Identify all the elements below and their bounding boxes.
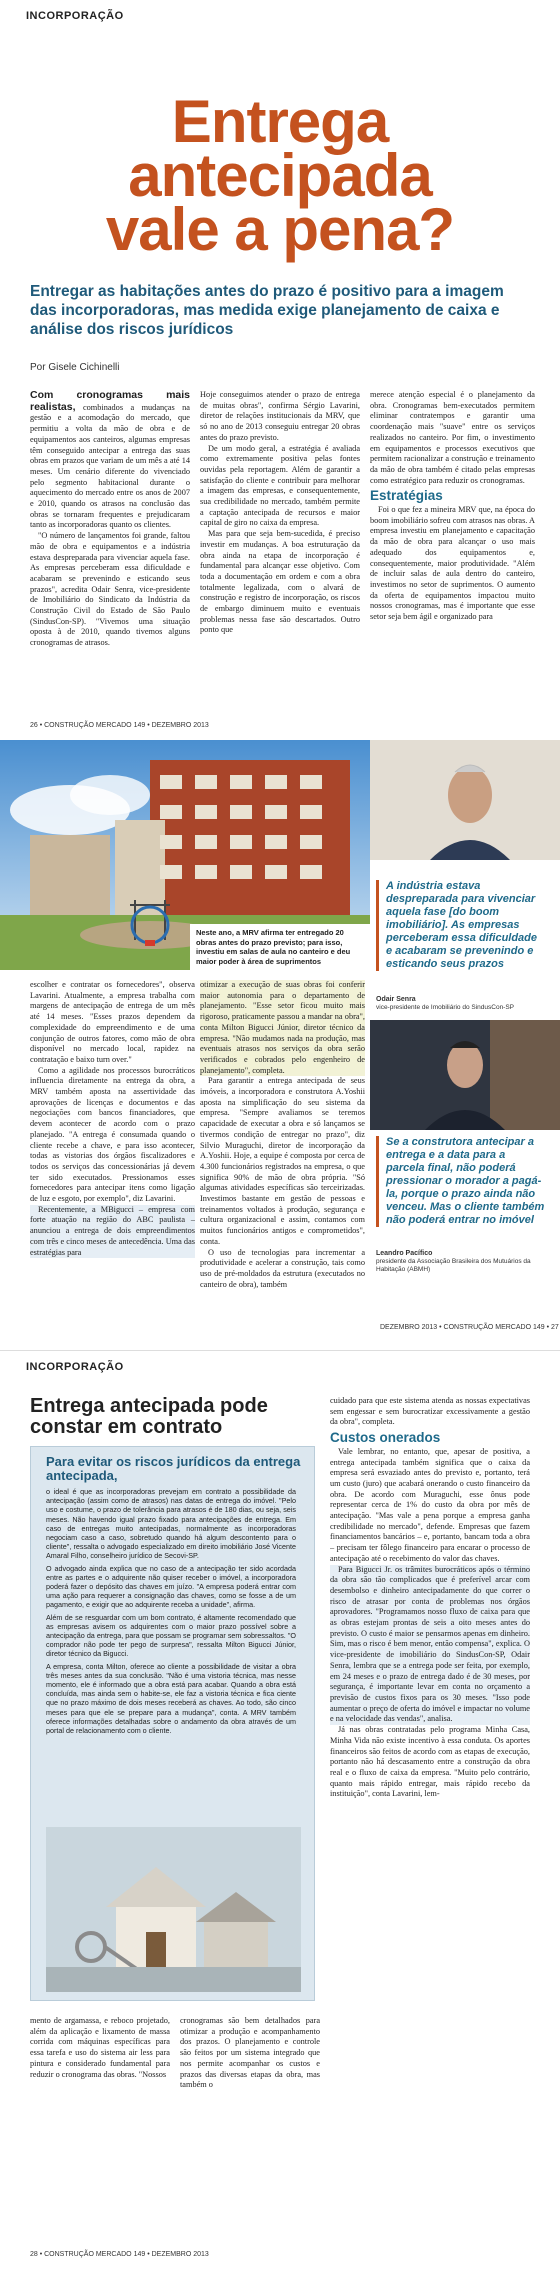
quote-source-1	[376, 996, 541, 1012]
paragraph: O advogado ainda explica que no caso de a antecipação ter sido acordada entre as partes e o adquirente não quiser receber o imóvel, a incorporadora poderá fazer o depósito das chaves em juízo. "A empresa poderá entrar com uma ação para requerer a consignação das chaves, como se fosse a de um pagamento, e exigir que ao adquirente receba a unidade", afirma.	[46, 1563, 296, 1610]
paragraph: escolher e contratar os fornecedores", observa Lavarini. Atualmente, a empresa trabalha com margens de antecipação de entrega de um mês até 14 meses. "Esses prazos dependem da complexidade do empreendimento e de uma conjunção de outros fatores, como mão de obra disponível no mercado local, rapidez na contratação e baixo turn over."	[30, 980, 195, 1064]
paragraph: Já nas obras contratadas pelo programa Minha Casa, Minha Vida não existe incentivo à essa conduta. Os aportes financeiros são feitos de acordo com as etapas de execução, portanto não há descasamento entre a construção da obra real e o fluxo de caixa da empresa. "Muito pelo contrário, quanto mais rápido entregar, mais rápido recebo da instituição", conta Lavarini, lem-	[330, 1725, 530, 1799]
portrait-leandro-pacifico	[370, 1020, 560, 1130]
article-headline	[0, 88, 560, 263]
paragraph: "O número de lançamentos foi grande, faltou mão de obra e equipamentos e a indústria estava despreparada para vivenciar aquela fase. As empresas perceberam essa dificuldade e acabaram se prevenindo e esticando seus prazos", acredita Odair Senra, vice-presidente de Imobiliário do Sindicato da Indústria da Construção Civil do Estado de São Paulo (SindusCon-SP). "Vivemos uma situação oposta à de 2010, quando tivemos alguns cronogramas de atrasos.	[30, 531, 190, 648]
paragraph: cuidado para que este sistema atenda as nossas expectativas sem engessar e sem burocratizar excessivamente a gestão da obra", completa.	[330, 1396, 530, 1427]
source-role: vice-presidente de Imobiliário do SindusCon-SP	[376, 1004, 515, 1011]
paragraph: cronogramas são bem detalhados para otimizar a produção e acompanhamento dos prazos. O planejamento e controle são feitos por um sistema integrado que nos permite acompanhar os custos e prazos das diversas etapas da obra, mas também o	[180, 2016, 320, 2090]
house-keys-illustration	[46, 1827, 301, 1992]
subhead: Estratégias	[370, 488, 443, 504]
sidebar-box	[30, 1446, 315, 2001]
page-folio: 26 • CONSTRUÇÃO MERCADO 149 • DEZEMBRO 2013	[30, 722, 209, 729]
paragraph: Mas para que seja bem-sucedida, é preciso investir em mudanças. A boa estruturação da obra ainda na etapa de incorporação é fundamental para alcançar esse objetivo. Com toda a documentação em ordem e com a obra totalmente legalizada, com o alvará de construção e registro de incorporação, os riscos de embargo diminuem muito e eventuais problemas nessa fase são descartados. Outro ponto que	[200, 529, 360, 635]
page-27	[0, 740, 560, 1340]
portrait-odair-senra	[370, 740, 560, 860]
quote-source-2	[376, 1250, 546, 1274]
section-rubric: INCORPORAÇÃO	[26, 10, 124, 22]
section-rubric: INCORPORAÇÃO	[26, 1361, 124, 1373]
lead-in: Com cronogramas mais realistas,	[30, 390, 190, 413]
box-title: Para evitar os riscos jurídicos da entrega antecipada,	[46, 1454, 301, 1483]
paragraph: o ideal é que as incorporadoras prevejam em contrato a possibilidade da antecipação (assim como de atrasos) nas datas de entrega do imóvel. "Pelo uso e costume, o prazo de tolerância para atrasos é de 180 dias, ou seja, seis meses. Não havendo igual prazo fixado para antecipações de entrega. Em caso de entregas muito antecipadas, normalmente as incorporadoras negociam caso a caso, sobretudo quando há algum descontento para o cliente", ressalta o advogado especializado em direito imobiliário José Vicente Amaral Filho, conselheiro jurídico de Secovi-SP.	[46, 1487, 296, 1561]
subhead: Custos onerados	[330, 1430, 441, 1446]
pull-quote-2: Se a construtora antecipar a entrega e a data para a parcela final, não poderá pressionar o morador a pagá-la, porque o prazo ainda não venceu. Mas o cliente também não poderá entrar no imóvel	[376, 1136, 546, 1227]
paragraph: Hoje conseguimos atender o prazo de entrega de muitas obras", confirma Sérgio Lavarini, diretor de relações institucionais da MRV, que só no ano de 2013 conseguiu entregar 20 obras antes do prazo previsto.	[200, 390, 360, 442]
paragraph: Vale lembrar, no entanto, que, apesar de positiva, a entrega antecipada também significa que o caixa da empresa será esvaziado antes do previsto e, portanto, terá um custo (juro) que acabará onerando o custo financeiro da obra. De acordo com Muraguchi, esse ônus pode representar cerca de 1% do custo da obra por mês de antecipação. "Mas vale a pena porque a empresa ganha credibilidade no mercado", defende. Empresas que fazem financiamentos bancários – e, portanto, bancam toda a obra – precisam ter fôlego financeiro para encarar o processo de antecipação até o recebimento do valor das chaves.	[330, 1446, 530, 1563]
box-text	[46, 1487, 296, 1817]
source-name: Leandro Pacífico	[376, 1250, 433, 1257]
column-1	[30, 980, 195, 1310]
page-folio: 28 • CONSTRUÇÃO MERCADO 149 • DEZEMBRO 2013	[30, 2251, 209, 2258]
byline: Por Gisele Cichinelli	[30, 362, 120, 373]
source-role: presidente da Associação Brasileira dos Mutuários da Habitação (ABMH)	[376, 1258, 531, 1273]
page-26	[0, 0, 560, 740]
headline-line-2: antecipada	[128, 142, 432, 209]
headline-line-3: vale a pena?	[105, 196, 455, 263]
portrait-illustration	[370, 1020, 560, 1130]
page-28	[0, 1350, 560, 2271]
paragraph: Recentemente, a MBigucci – empresa com forte atuação na região do ABC paulista – anunciou a entrega de dois empreendimentos com três e cinco meses de antecedência. Uma das estratégias para	[30, 1204, 195, 1257]
paragraph: otimizar a execução de suas obras foi conferir maior autonomia para o departamento de planejamento. "Esse setor ficou muito mais rigoroso, praticamente passou a mandar na obra", conta Milton Bigucci Júnior, diretor técnico da empresa. "Não mudamos nada na produção, mas eventuais atrasos nos serviços da obra serão verificados e cobrados pelo engenheiro de planejamento", completa.	[200, 980, 365, 1075]
column-1	[30, 2016, 170, 2216]
page-folio: DEZEMBRO 2013 • CONSTRUÇÃO MERCADO 149 • 27	[380, 1324, 559, 1331]
paragraph: Foi o que fez a mineira MRV que, na época do boom imobiliário sofreu com atrasos nas obras. A empresa investiu em planejamento e capacitação da mão de obra para alcançar o uso mais adequado dos equipamentos e, consequentemente, maior produtividade. "Além de incluir salas de aula dentro do canteiro, investimos no setor de suprimentos. O aumento da oferta de equipamentos impactou muito nossos cronogramas, mas é importante que esse setor seja bem ágil e organizado para	[370, 505, 535, 622]
sidebar-title: Entrega antecipada pode constar em contrato	[30, 1395, 268, 1438]
source-name: Odair Senra	[376, 996, 416, 1003]
paragraph: mento de argamassa, e reboco projetado, além da aplicação e lixamento de massa corrida com máquinas específicas para essa tarefa e uso do sistema air less para pintura e considerado fundamental para reduzir o cronograma das obras. "Nossos	[30, 2016, 170, 2079]
paragraph: merece atenção especial é o planejamento da obra. Cronogramas bem-executados permitem eliminar contratempos e garantir uma coordenação mais "suave" entre os serviços realizados no canteiro. Por fim, o investimento em equipamentos e processos executivos que permitem racionalizar a construção e treinamento da mão de obra também é citado pelas empresas como estratégico para reduzir os cronogramas.	[370, 390, 535, 485]
column-2	[180, 2016, 320, 2216]
caption-text: Neste ano, a MRV afirma ter entregado 20 obras antes do prazo previsto; para isso, investiu em salas de aula no canteiro e deu maior poder à área de suprimentos	[196, 928, 351, 966]
pull-quote-1: A indústria estava despreparada para vivenciar aquela fase [do boom imobiliário]. As empresas perceberam essa dificuldade e acabaram se prevenindo e esticando seus prazos	[376, 880, 541, 971]
paragraph: combinados a mudanças na gestão e a acomodação do mercado, que permitiu a volta da mão de obra e de equipamentos aos canteiros, algumas empresas têm conseguido antecipar a entrega das suas obras em prazos que variam de um mês a até 14 meses. Um cenário diferente do vivenciado pelo segmento habitacional durante o aquecimento do mercado entre os anos de 2007 e 2010, quando os atrasos na conclusão das obras se tornaram frequentes e prejudicaram tanto as incorporadoras quanto os clientes.	[30, 402, 190, 530]
paragraph: Para Bigucci Jr. os trâmites burocráticos após o término da obra são tão complicados que é preferível arcar com desembolso e dinheiro antecipadamente do que correr o risco de atrasar por conta de problemas nos órgãos aprovadores. "Programamos nosso fluxo de caixa para que as obras estejam prontas de seis a oito meses antes do previsto. O custo é maior se pensarmos apenas em dinheiro. Sim, mas o risco é bem menor, então compensa", explica. O vice-presidente de imobiliário do SindusCon-SP, Odair Senra, lembra que se a entrega pode ser feita, por exemplo, em 24 meses e o prazo de entrega dado é de 30 meses, por segurança, é importante levar em conta no orçamento a previsão de custos fixos para os 30 meses. "Isso pode aumentar o preço de oferta do imóvel e impactar no volume e na velocidade das vendas", analisa.	[330, 1564, 530, 1724]
portrait-illustration	[370, 740, 560, 860]
article-deck: Entregar as habitações antes do prazo é positivo para a imagem das incorporadoras, mas medida exige planejamento de caixa e análise dos riscos jurídicos	[30, 283, 504, 338]
photo-caption	[190, 924, 370, 970]
column-2	[200, 980, 365, 1310]
headline-line-1: Entrega	[171, 88, 389, 155]
paragraph: De um modo geral, a estratégia é avaliada como extremamente positiva pelas fontes ouvidas pela reportagem. Além de garantir a satisfação do cliente e contribuir para melhorar a imagem das empresas, e consequentemente, sua credibilidade no mercado, também permite a captação antecipada de recursos e maior capital de giro no caixa da empresa.	[200, 443, 360, 528]
paragraph: Além de se resguardar com um bom contrato, é altamente recomendado que as empresas avisem os adquirentes com o maior prazo possível sobre a antecipação da entrega, para que possam se programar sem sobressaltos. "O comprador não pode ter pego de surpresa", ressalta Milton Bigucci Júnior, diretor técnico da Bigucci.	[46, 1612, 296, 1659]
paragraph: O uso de tecnologias para incrementar a produtividade e acelerar a construção, tais como uso de pré-moldados da estrutura (executados no canteiro de obra), também	[200, 1247, 365, 1289]
paragraph: A empresa, conta Milton, oferece ao cliente a possibilidade de visitar a obra três meses antes da sua conclusão. "Não é uma vistoria técnica, mas nesse momento, ele é informado que a obra está para acabar. Quando a obra está concluída, mas ainda sem o habite-se, ele faz a vistoria técnica e fica ciente que no prazo máximo de dois meses receberá as chaves. Ao todo, são cinco meses para que ele se prepare para a mudança", conta. A MRV também oferece informações detalhadas sobre o andamento da obra através de um portal de relacionamento com o cliente.	[46, 1661, 296, 1736]
paragraph: Como a agilidade nos processos burocráticos influencia diretamente na entrega da obra, a MRV também aposta na assertividade das aprovações de licenças e documentos e das negociações com bancos financiadores, que devem acontecer de acordo com o prazo planejado. "A entrega é consumada quando o cliente recebe a chave, e para isso acontecer, todas as vistorias dos órgãos fiscalizadores e todos os serviços das concessionárias já devem ter sido executados. Pressionamos esses fornecedores para antecipar itens como ligação de luz e esgoto, por exemplo", diz Lavarini.	[30, 1065, 195, 1204]
column-3	[370, 390, 535, 710]
column-1	[30, 390, 190, 710]
paragraph: Para garantir a entrega antecipada de seus imóveis, a incorporadora e construtora A.Yoshii aposta na simplificação do seu sistema da empresa. "Sempre avaliamos se teremos capacidade de executar a obra e só lançamos se tivermos condição de entregar no prazo", diz Silvio Muraguchi, diretor de incorporação da A.Yoshii. Hoje, a equipe é composta por cerca de 4.300 funcionários registrados na empresa, o que significa 90% de mão de obra própria. "Só algumas atividades específicas são terceirizadas. Investimos bastante em gestão de pessoas e treinamentos voltados à produção, segurança e cultura organizacional e assim, contamos com muitos funcionários antigos e comprometidos", conta.	[200, 1076, 365, 1246]
column-2	[200, 390, 360, 710]
column-3	[330, 1396, 530, 2196]
